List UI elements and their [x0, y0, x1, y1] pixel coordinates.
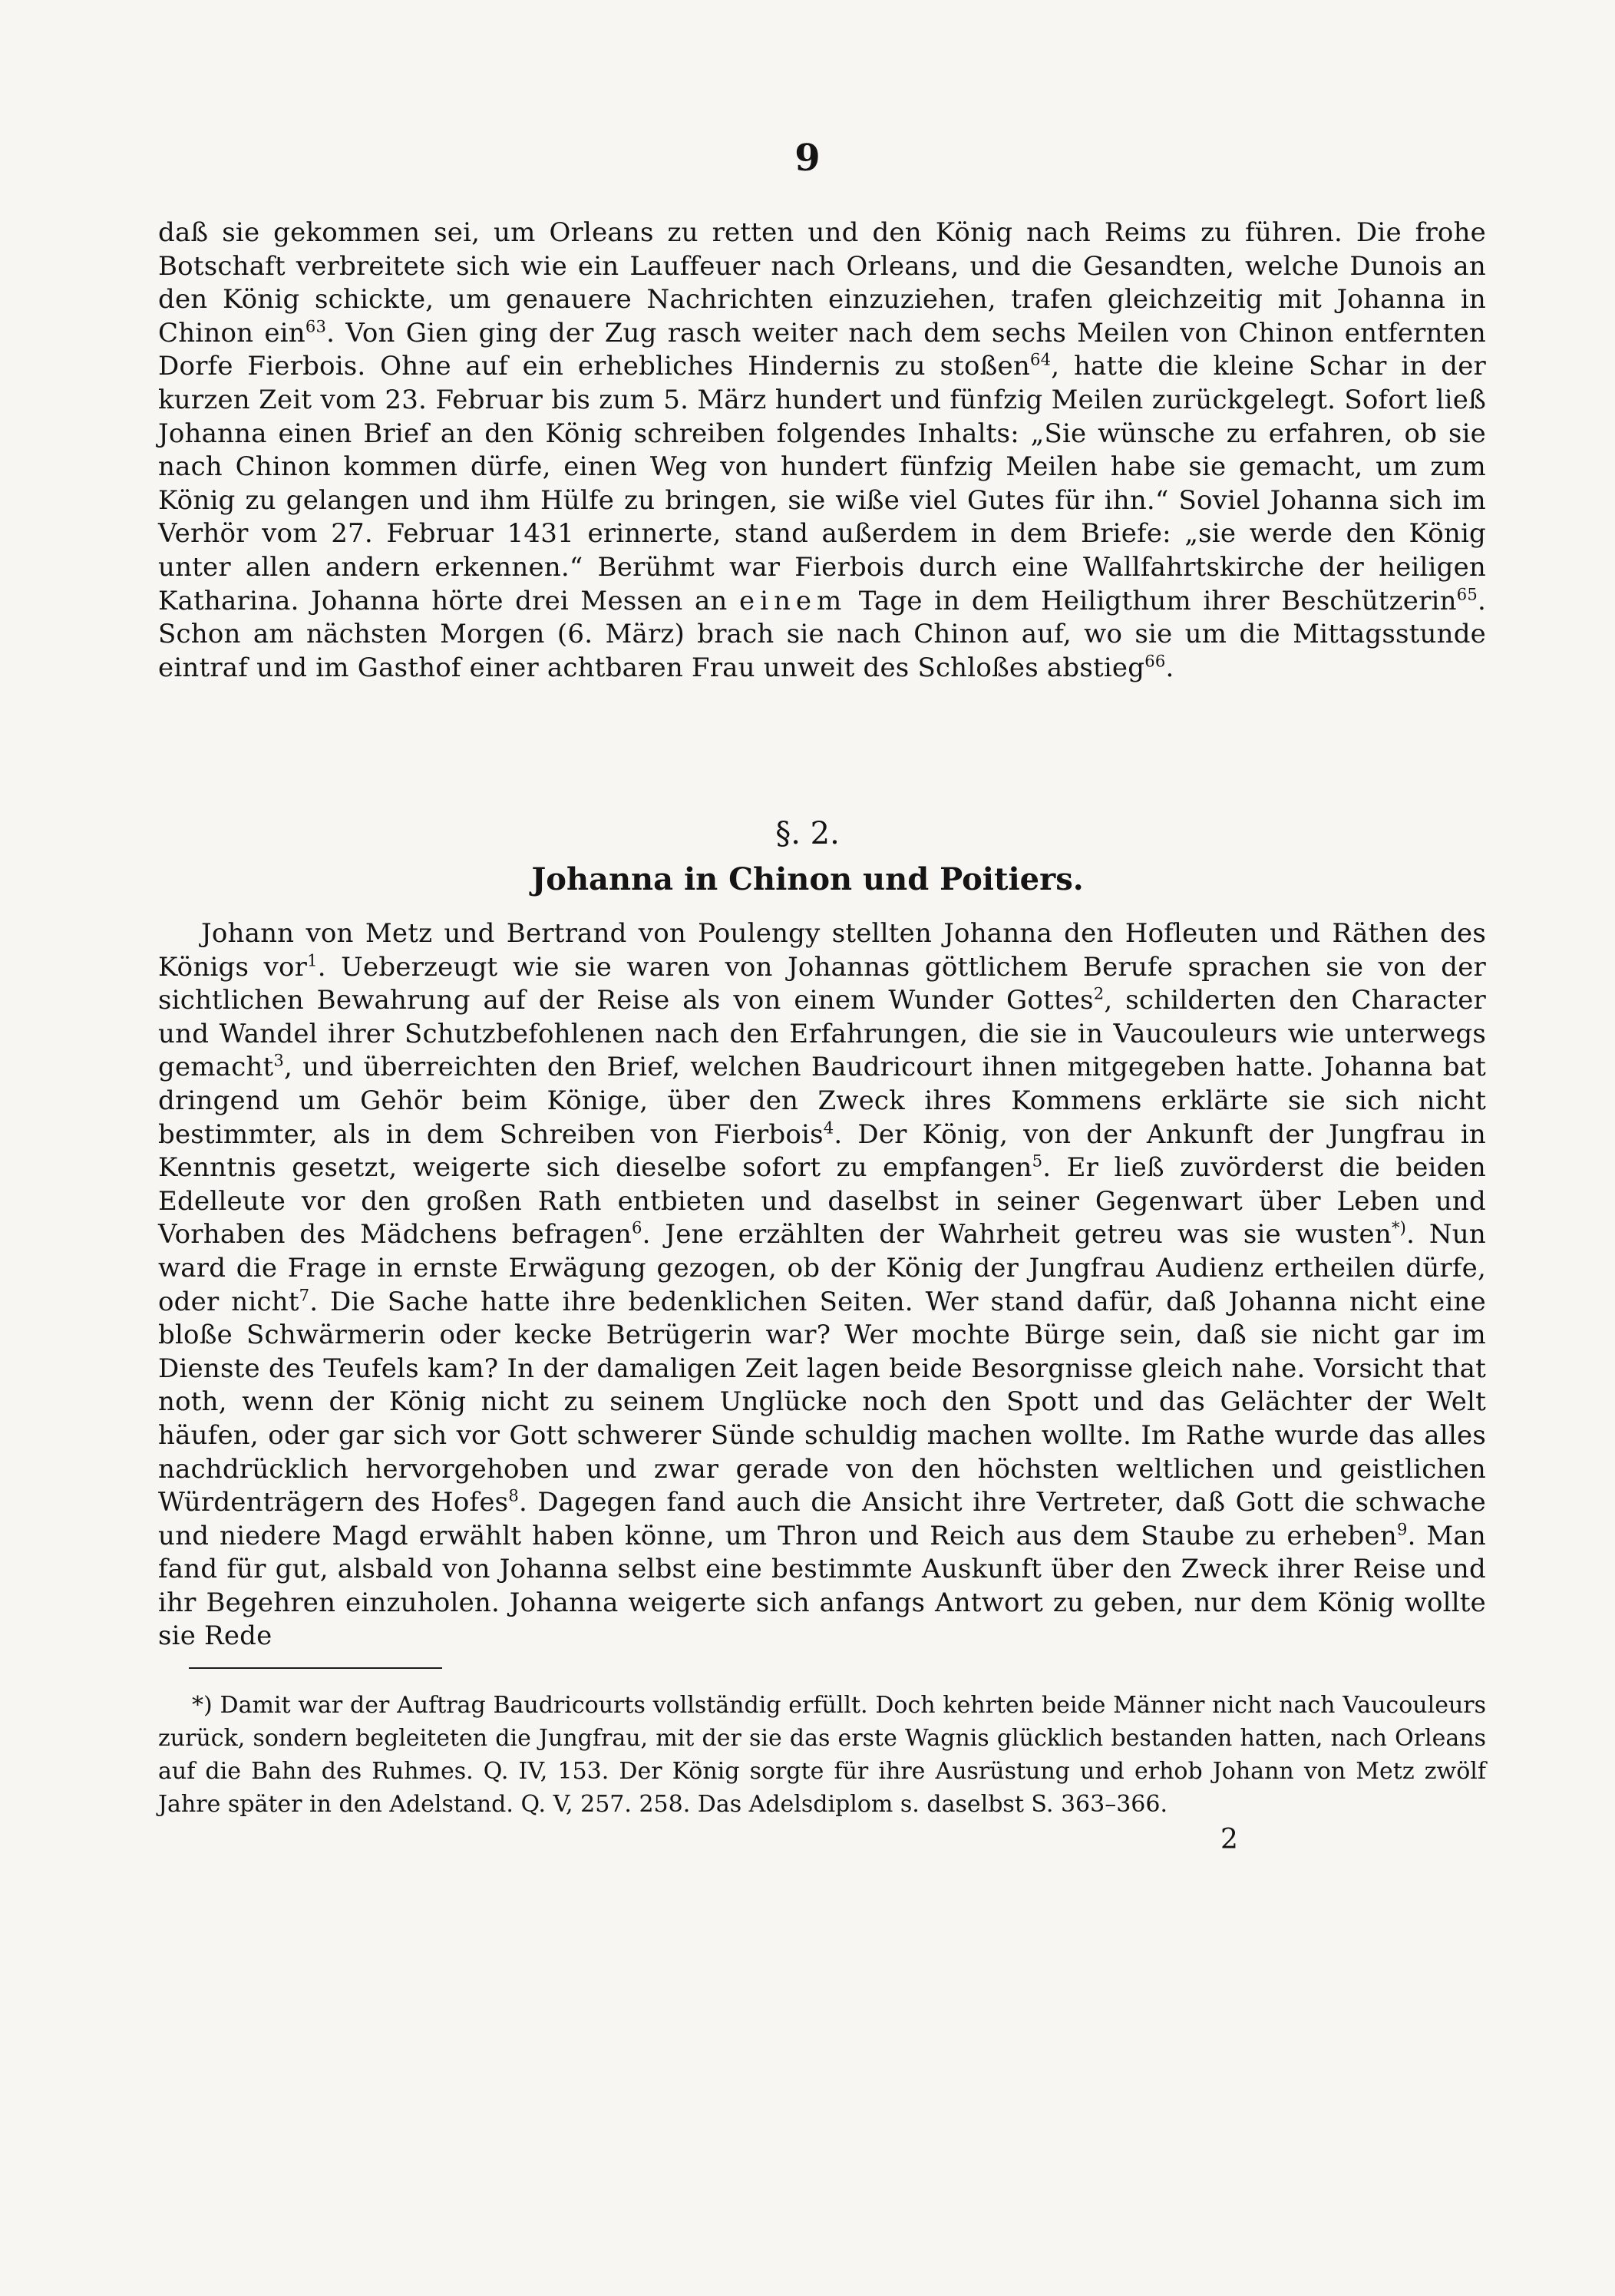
endnote-ref-8: 8 — [508, 1485, 519, 1505]
endnote-ref-64: 64 — [1029, 350, 1052, 370]
endnote-ref-5: 5 — [1032, 1151, 1043, 1171]
paragraph-2-text-i: . Die Sache hatte ihre bedenklichen Seiten. Wer stand dafür, daß Johanna nicht eine bloße Schwärmerin oder kecke Betrügerin war? Wer mochte Bürge sein, daß sie nicht gar im Dienste des Teufels kam? In der damaligen Zeit lagen beide Besorgnisse gleich nahe. Vorsicht that noth, wenn der König nicht zu seinem Unglücke noch den Spott und das Gelächter der Welt häufen, oder gar sich vor Gott schwerer Sünde schuldig machen wollte. Im Rathe wurde das alles nachdrücklich hervorgehoben und zwar gerade von den höchsten weltlichen und geistlichen Würdenträgern des Hofes — [158, 1286, 1486, 1518]
paragraph-2-text-g: . Jene erzählten der Wahrheit getreu was sie wusten — [642, 1219, 1392, 1250]
section-number: §. 2. — [775, 816, 840, 851]
endnote-ref-9: 9 — [1396, 1519, 1408, 1539]
paragraph-1-text-b: . Von Gien ging der Zug rasch weiter nach dem sechs Meilen von Chinon entfernten Dorfe Fierbois. Ohne auf ein erhebliches Hindernis zu stoßen — [158, 317, 1486, 382]
paragraph-2-text-c: , schilderten den Character und Wandel ihrer Schutzbefohlenen nach den Erfahrungen, die sie in Vaucouleurs wie unterwegs gemacht — [158, 985, 1487, 1083]
section-title: Johanna in Chinon und Poitiers. — [531, 861, 1084, 897]
endnote-ref-63: 63 — [305, 316, 327, 336]
endnote-ref-3: 3 — [273, 1051, 285, 1071]
paragraph-2-text-b: . Ueberzeugt wie sie waren von Johannas göttlichem Berufe sprachen sie von der sichtlichen Bewahrung auf der Reise als von einem Wunder Gottes — [158, 951, 1486, 1016]
paragraph-1-text-c: , hatte die kleine Schar in der kurzen Zeit vom 23. Februar bis zum 5. März hundert und fünfzig Meilen zurückgelegt. Sofort ließ Johanna einen Brief an den König schreiben folgendes Inhalts: „Sie wünsche zu erfahren, ob sie nach Chinon kommen dürfe, einen Weg von hundert fünfzig Meilen habe sie gemacht, um zum König zu gelangen und ihm Hülfe zu bringen, sie wiße viel Gutes für ihn.“ Soviel Johanna sich im Verhör vom 27. Februar 1431 erinnerte, stand außerdem in dem Briefe: „sie werde den König unter allen andern erkennen.“ Berühmt war Fierbois durch eine Wallfahrtskirche der heiligen Katharina. Johanna hörte drei Messen an — [158, 351, 1486, 616]
paragraph-1-text-f: . — [1165, 652, 1174, 683]
endnote-ref-66: 66 — [1144, 651, 1166, 671]
paragraph-2-text-h: . Nun ward die Frage in ernste Erwägung gezogen, ob der König der Jungfrau Audienz ertheilen dürfe, oder nicht — [158, 1219, 1486, 1317]
page-number: 9 — [794, 137, 821, 180]
footnote-text: Damit war der Auftrag Baudricourts vollständig erfüllt. Doch kehrten beide Männer nicht nach Vaucouleurs zurück, sondern begleiteten die Jungfrau, mit der sie das erste Wagnis glücklich bestanden hatten, nach Orleans auf die Bahn des Ruhmes. Q. IV, 153. Der König sorgte für ihre Ausrüstung und erhob Johann von Metz zwölf Jahre später in den Adelstand. Q. V, 257. 258. Das Adelsdiplom s. daselbst S. 363–366. — [158, 1692, 1487, 1818]
endnote-ref-7: 7 — [299, 1285, 310, 1305]
endnote-ref-65: 65 — [1456, 584, 1478, 604]
paragraph-2-text-k: . Man fand für gut, alsbald von Johanna selbst eine bestimmte Auskunft über den Zweck ihrer Reise und ihr Begehren einzuholen. Johanna weigerte sich anfangs Antwort zu geben, nur dem König wollte sie Rede — [158, 1520, 1487, 1652]
footnote-marker: *) — [192, 1692, 213, 1719]
paragraph-2-text-e: . Der König, von der Ankunft der Jungfrau in Kenntnis gesetzt, weigerte sich dieselbe sofort zu empfangen — [158, 1118, 1487, 1184]
footnote-ref: *) — [1391, 1218, 1407, 1238]
endnote-ref-1: 1 — [307, 950, 318, 970]
paragraph-2-text-f: . Er ließ zuvörderst die beiden Edelleute vor den großen Rath entbieten und daselbst in seiner Gegenwart über Leben und Vorhaben des Mädchens befragen — [158, 1152, 1486, 1250]
paragraph-1-text-d: Tage in dem Heiligthum ihrer Beschützerin — [858, 585, 1457, 616]
footnote — [158, 1689, 1486, 1821]
footnote-divider — [189, 1667, 442, 1669]
paragraph-2-text-a: Johann von Metz und Bertrand von Poulengy stellten Johanna den Hofleuten und Räthen des Königs vor — [158, 918, 1486, 983]
endnote-ref-6: 6 — [632, 1218, 642, 1238]
paragraph-2-text-j: . Dagegen fand auch die Ansicht ihre Vertreter, daß Gott die schwache und niedere Magd erwählt haben könne, um Thron und Reich aus dem Staube zu erheben — [158, 1487, 1486, 1551]
paragraph-1-text-a: daß sie gekommen sei, um Orleans zu retten und den König nach Reims zu führen. Die frohe Botschaft verbreitete sich wie ein Lauffeuer nach Orleans, und die Gesandten, welche Dunois an den König schickte, um genauere Nachrichten einzuziehen, trafen gleichzeitig mit Johanna in Chinon ein — [158, 217, 1486, 349]
endnote-ref-4: 4 — [823, 1118, 834, 1138]
endnote-ref-2: 2 — [1093, 983, 1105, 1003]
spaced-word: einem — [738, 585, 847, 616]
paragraph-1 — [158, 216, 1486, 685]
paragraph-2-text-d: , und überreichten den Brief, welchen Baudricourt ihnen mitgegeben hatte. Johanna bat dringend um Gehör beim Könige, über den Zweck ihres Kommens erklärte sie sich nicht bestimmter, als in dem Schreiben von Fierbois — [158, 1052, 1486, 1150]
sheet-signature: 2 — [1220, 1824, 1238, 1855]
paragraph-2 — [158, 917, 1486, 1653]
paragraph-1-text-e: . Schon am nächsten Morgen (6. März) brach sie nach Chinon auf, wo sie um die Mittagsstunde eintraf und im Gasthof einer achtbaren Frau unweit des Schloßes abstieg — [158, 585, 1486, 683]
